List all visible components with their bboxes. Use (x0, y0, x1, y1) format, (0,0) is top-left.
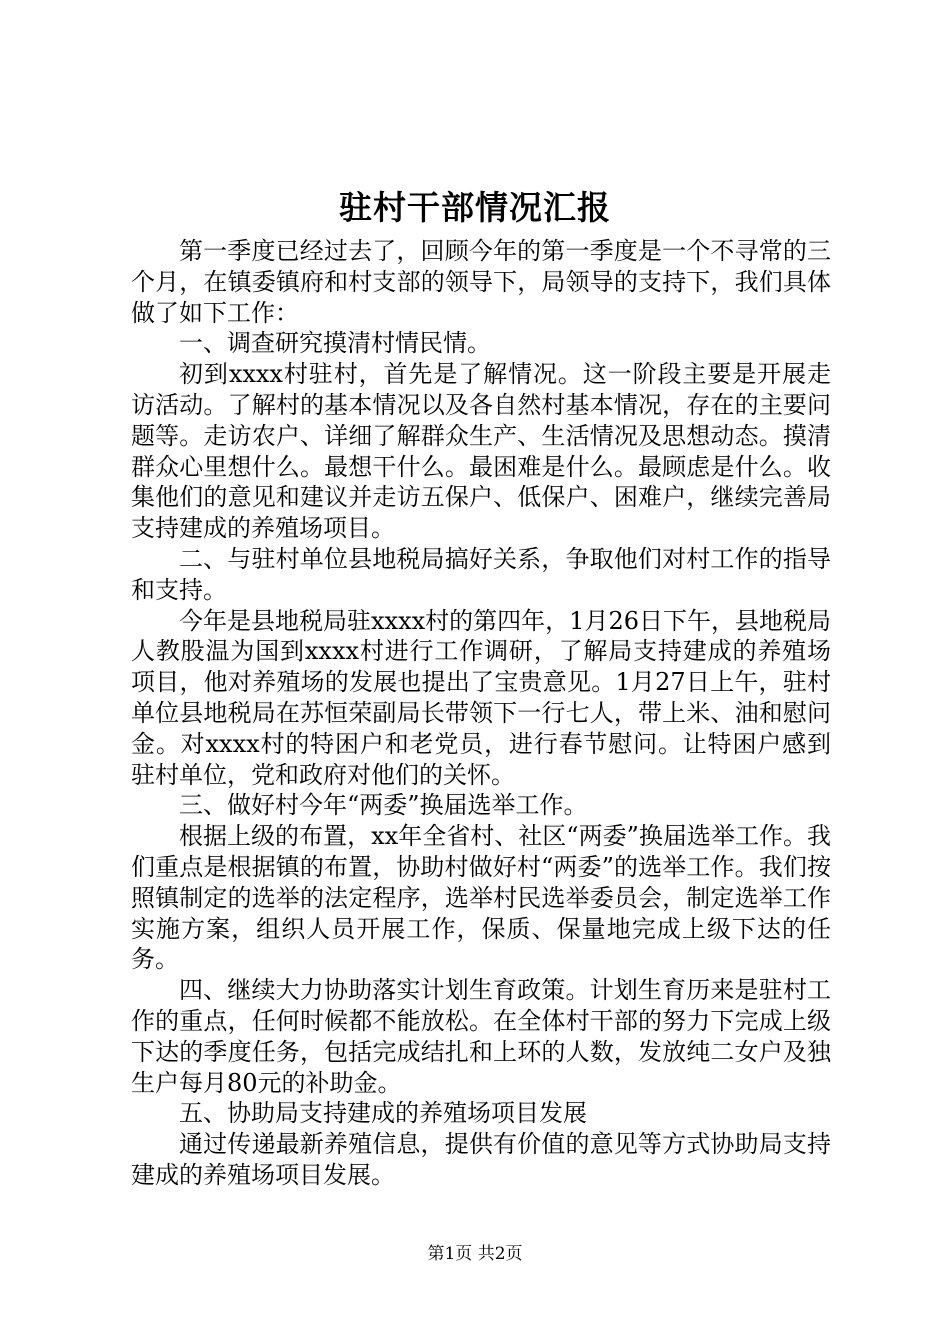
section-heading-2: 二、与驻村单位县地税局搞好关系，争取他们对村工作的指导和支持。 (131, 544, 831, 604)
paragraph-section-4: 四、继续大力协助落实计划生育政策。计划生育历来是驻村工作的重点，任何时候都不能放松。在全体村干部的努力下完成上级下达的季度任务，包括完成结扎和上环的人数，发放纯二女户及独生户每月80元的补助金。 (131, 976, 831, 1097)
paragraph-section-1: 初到xxxx村驻村，首先是了解情况。这一阶段主要是开展走访活动。了解村的基本情况以及各自然村基本情况，存在的主要问题等。走访农户、详细了解群众生产、生活情况及思想动态。摸清群众心里想什么。最想干什么。最困难是什么。最顾虑是什么。收集他们的意见和建议并走访五保户、低保户、困难户，继续完善局支持建成的养殖场项目。 (131, 360, 831, 543)
page-footer: 第1页 共2页 (427, 1244, 523, 1264)
document-title: 驻村干部情况汇报 (339, 188, 611, 227)
document-body (131, 236, 831, 1191)
paragraph-section-5: 通过传递最新养殖信息，提供有价值的意见等方式协助局支持建成的养殖场项目发展。 (131, 1130, 831, 1189)
paragraph-section-3: 根据上级的布置，xx年全省村、社区“两委”换届选举工作。我们重点是根据镇的布置，协助村做好村“两委”的选举工作。我们按照镇制定的选举的法定程序，选举村民选举委员会，制定选举工作实施方案，组织人员开展工作，保质、保量地完成上级下达的任务。 (131, 822, 831, 974)
paragraph-intro: 第一季度已经过去了，回顾今年的第一季度是一个不寻常的三个月，在镇委镇府和村支部的领导下，局领导的支持下，我们具体做了如下工作： (131, 237, 831, 327)
paragraph-section-2: 今年是县地税局驻xxxx村的第四年，1月26日下午，县地税局人教股温为国到xxxx村进行工作调研，了解局支持建成的养殖场项目，他对养殖场的发展也提出了宝贵意见。1月27日上午，驻村单位县地税局在苏恒荣副局长带领下一行七人，带上米、油和慰问金。对xxxx村的特困户和老党员，进行春节慰问。让特困户感到驻村单位，党和政府对他们的关怀。 (131, 606, 831, 789)
section-heading-5: 五、协助局支持建成的养殖场项目发展 (179, 1099, 587, 1128)
section-heading-1: 一、调查研究摸清村情民情。 (179, 329, 491, 358)
section-heading-3: 三、做好村今年“两委”换届选举工作。 (179, 791, 588, 820)
